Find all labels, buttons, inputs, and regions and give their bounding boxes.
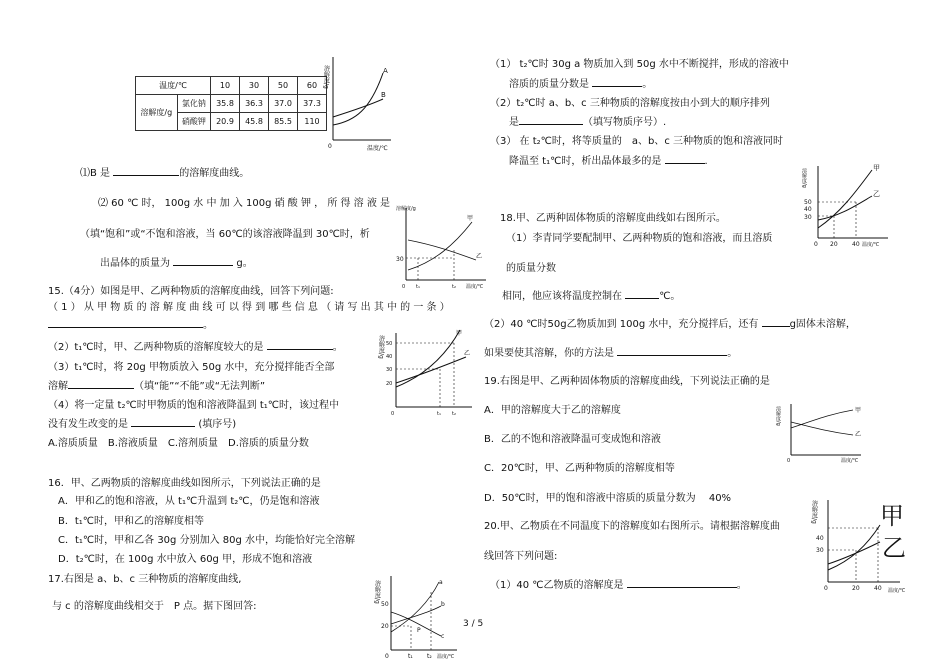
- graph-q15: [376, 325, 474, 417]
- q18-1c: 相同，他应该将温度控制在 ℃。: [502, 291, 681, 302]
- g5-origin: 0: [787, 458, 791, 464]
- g4-jia: 甲: [873, 164, 880, 172]
- g5-yi: 乙: [855, 431, 862, 438]
- q17-3b: 降温至 t₁℃时，析出晶体最多的是 .: [509, 156, 708, 167]
- table-cell: 35.8: [211, 95, 240, 113]
- g7-t2: t₂: [427, 653, 432, 660]
- g5-xlabel: 温度/℃: [841, 458, 859, 464]
- q15-1-blank: 。: [48, 319, 213, 332]
- graph-q14: [322, 55, 395, 152]
- g1-xlabel: 温度/℃: [367, 145, 388, 152]
- q17-b: 与 c 的溶解度曲线相交于 P 点。据下图回答:: [52, 601, 257, 612]
- q18-1: （1）李青同学要配制甲、乙两种物质的饱和溶液，而且溶质: [506, 233, 773, 244]
- g6-x40: 40: [874, 585, 882, 592]
- g3-t1: t₁: [437, 411, 441, 417]
- g7-label-b: b: [441, 601, 445, 608]
- q19-title: 19.右图是甲、乙两种固体物质的溶解度曲线，下列说法正确的是: [484, 376, 770, 387]
- g6-x20: 20: [852, 585, 860, 592]
- q19-option-d: D．50℃时，甲的饱和溶液中溶质的质量分数为 40%: [484, 493, 732, 504]
- g4-y50: 50: [804, 199, 812, 206]
- g1-origin: 0: [328, 143, 332, 150]
- q18-title: 18.甲、乙两种固体物质的溶解度曲线如右图所示。: [500, 213, 726, 224]
- g3-yi: 乙: [464, 350, 471, 357]
- page-number: 3 / 5: [463, 619, 484, 629]
- table-temp: 50: [269, 77, 298, 95]
- q17-1: （1） t₂℃时 30g a 物质加入到 50g 水中不断搅拌，形成的溶液中: [490, 59, 789, 70]
- g4-y40: 40: [804, 206, 812, 213]
- g4-x40: 40: [852, 241, 860, 248]
- q17-2: （2）t₂℃时 a、b、c 三种物质的溶解度按由小到大的顺序排列: [490, 98, 770, 109]
- g7-label-p: P: [417, 627, 421, 634]
- g3-y40: 40: [386, 354, 393, 360]
- g4-y30: 30: [804, 214, 812, 221]
- g2-t1: t₁: [416, 284, 420, 290]
- g2-xlabel: 温度/℃: [466, 284, 484, 290]
- g2-ylabel: 溶解度/g: [396, 206, 416, 212]
- g3-t2: t₂: [452, 411, 456, 417]
- table-cell: 37.0: [269, 95, 298, 113]
- g7-origin: 0: [385, 653, 389, 660]
- q15-title: 15.（4分）如图是甲、乙两种物质的溶解度曲线，回答下列问题:: [48, 286, 334, 297]
- q15-3: （3）t₁℃时，将 20g 甲物质放入 50g 水中，充分搅拌能否全部: [48, 362, 335, 373]
- q14-2b: （填“饱和”或“不饱和溶液，当 60℃的该溶液降温到 30℃时，析: [80, 229, 370, 240]
- q19-option-b: B．乙的不饱和溶液降温可变成饱和溶液: [484, 434, 661, 445]
- g3-y50: 50: [386, 341, 393, 347]
- g6-yi: 乙: [882, 534, 906, 562]
- q19-option-a: A．甲的溶解度大于乙的溶解度: [484, 405, 621, 416]
- q17-3: （3） 在 t₂℃时，将等质量的 a、b、c 三种物质的饱和溶液同时: [490, 136, 784, 147]
- g1-label-a: A: [383, 67, 388, 75]
- g6-y40: 40: [816, 535, 824, 542]
- graph-q18: [800, 158, 890, 248]
- q17-2b: 是 （填写物质序号）.: [509, 117, 667, 128]
- g7-label-c: c: [441, 633, 445, 640]
- q18-2b: 如果要使其溶解，你的方法是 。: [484, 348, 738, 359]
- q14-1: ⑴B 是 的溶解度曲线。: [80, 168, 250, 179]
- g7-y20: 20: [381, 623, 389, 630]
- graph-q19: [775, 400, 865, 465]
- g5-jia: 甲: [855, 407, 862, 414]
- q20-title: 20.甲、乙物质在不同温度下的溶解度如右图所示。请根据溶解度曲: [484, 521, 780, 532]
- graph-q14-2: [394, 200, 489, 290]
- table-cell: 45.8: [240, 113, 269, 131]
- table-row-label: 溶解度/g: [136, 95, 178, 131]
- g2-yi: 乙: [476, 253, 483, 260]
- g1-ylabel: 溶解度/g: [322, 65, 330, 89]
- q16-option-d: D．t₂℃时，在 100g 水中放入 60g 甲，形成不饱和溶液: [58, 554, 313, 565]
- q15-4: （4）将一定量 t₂℃时甲物质的饱和溶液降温到 t₁℃时，该过程中: [48, 400, 340, 411]
- table-cell: 85.5: [269, 113, 298, 131]
- q16-option-c: C．t₁℃时，甲和乙各 30g 分别加入 80g 水中，均能恰好完全溶解: [58, 535, 356, 546]
- q19-option-c: C．20℃时，甲、乙两种物质的溶解度相等: [484, 463, 675, 474]
- table-temp: 60: [298, 77, 327, 95]
- g5-ylabel: 溶解度/g: [775, 406, 781, 426]
- q15-1: （ 1 ） 从 甲 物 质 的 溶 解 度 曲 线 可 以 得 到 哪 些 信 息 （ 请 写 出 其 中 的 一 条 ）: [48, 302, 450, 313]
- q14-2c: 出晶体的质量为 g。: [100, 258, 253, 269]
- solubility-table: [135, 76, 327, 131]
- table-temp: 30: [240, 77, 269, 95]
- g7-ylabel: 溶解度/g: [373, 580, 381, 604]
- g7-label-a: a: [439, 579, 443, 586]
- q16-option-a: A．甲和乙的饱和溶液，从 t₁℃升温到 t₂℃，仍是饱和溶液: [58, 496, 320, 507]
- q18-1b: 的质量分数: [506, 263, 556, 274]
- table-cell: 110: [298, 113, 327, 131]
- q15-options: A.溶质质量 B.溶液质量 C.溶剂质量 D.溶质的质量分数: [48, 438, 309, 449]
- q15-3b: 溶解 （填“能”“不能”或“无法判断”: [48, 381, 266, 392]
- q16-title: 16．甲、乙两物质的溶解度曲线如图所示，下列说法正确的是: [48, 478, 321, 489]
- g2-t2: t₂: [452, 284, 456, 290]
- g6-xlabel: 温度/℃: [888, 588, 906, 594]
- graph-q17: [375, 572, 475, 662]
- g6-ylabel: 溶解度/g: [810, 500, 818, 524]
- table-substance: 硝酸钾: [177, 113, 210, 131]
- g4-yi: 乙: [873, 190, 880, 198]
- q14-2: ⑵ 60 ℃ 时， 100g 水 中 加 入 100g 硝 酸 钾 ， 所 得 溶 液 是: [98, 198, 391, 209]
- g3-y30: 30: [386, 367, 393, 373]
- g2-origin: 0: [402, 284, 406, 290]
- table-substance: 氯化钠: [177, 95, 210, 113]
- g6-origin: 0: [824, 585, 828, 592]
- q17-1b: 溶质的质量分数是 。: [509, 79, 653, 90]
- g7-y50: 50: [381, 601, 389, 608]
- graph-q20: [812, 490, 922, 595]
- table-temp: 10: [211, 77, 240, 95]
- q15-4b: 没有发生改变的是 (填序号): [48, 419, 237, 430]
- g7-t1: t₁: [408, 653, 413, 660]
- g6-y30: 30: [816, 547, 824, 554]
- table-cell: 37.3: [298, 95, 327, 113]
- table-header-label: 温度/℃: [136, 77, 211, 95]
- table-cell: 36.3: [240, 95, 269, 113]
- g2-jia: 甲: [467, 215, 474, 222]
- g2-y30: 30: [396, 256, 404, 263]
- g4-x20: 20: [830, 241, 838, 248]
- g4-ylabel: 溶解度/g: [801, 168, 807, 188]
- g1-label-b: B: [381, 91, 386, 99]
- g4-origin: 0: [814, 241, 818, 248]
- q15-2: （2）t₁℃时，甲、乙两种物质的溶解度较大的是 。: [48, 342, 343, 353]
- q20-b: 线回答下列问题:: [484, 551, 558, 562]
- table-cell: 20.9: [211, 113, 240, 131]
- q16-option-b: B．t₁℃时，甲和乙的溶解度相等: [58, 516, 205, 527]
- q17-title: 17.右图是 a、b、c 三种物质的溶解度曲线,: [48, 574, 242, 585]
- g6-jia: 甲: [880, 502, 904, 530]
- g4-xlabel: 温度/℃: [862, 242, 880, 248]
- g3-origin: 0: [391, 411, 395, 417]
- q20-1: （1）40 ℃乙物质的溶解度是 。: [490, 580, 747, 591]
- g3-y20: 20: [386, 381, 393, 387]
- q18-2: （2）40 ℃时50g乙物质加到 100g 水中，充分搅拌后，还有 g固体未溶解，: [484, 319, 856, 330]
- g3-ylabel: 溶解度/g: [377, 335, 385, 359]
- g7-xlabel: 温度/℃: [437, 654, 455, 660]
- g3-jia: 甲: [456, 330, 463, 337]
